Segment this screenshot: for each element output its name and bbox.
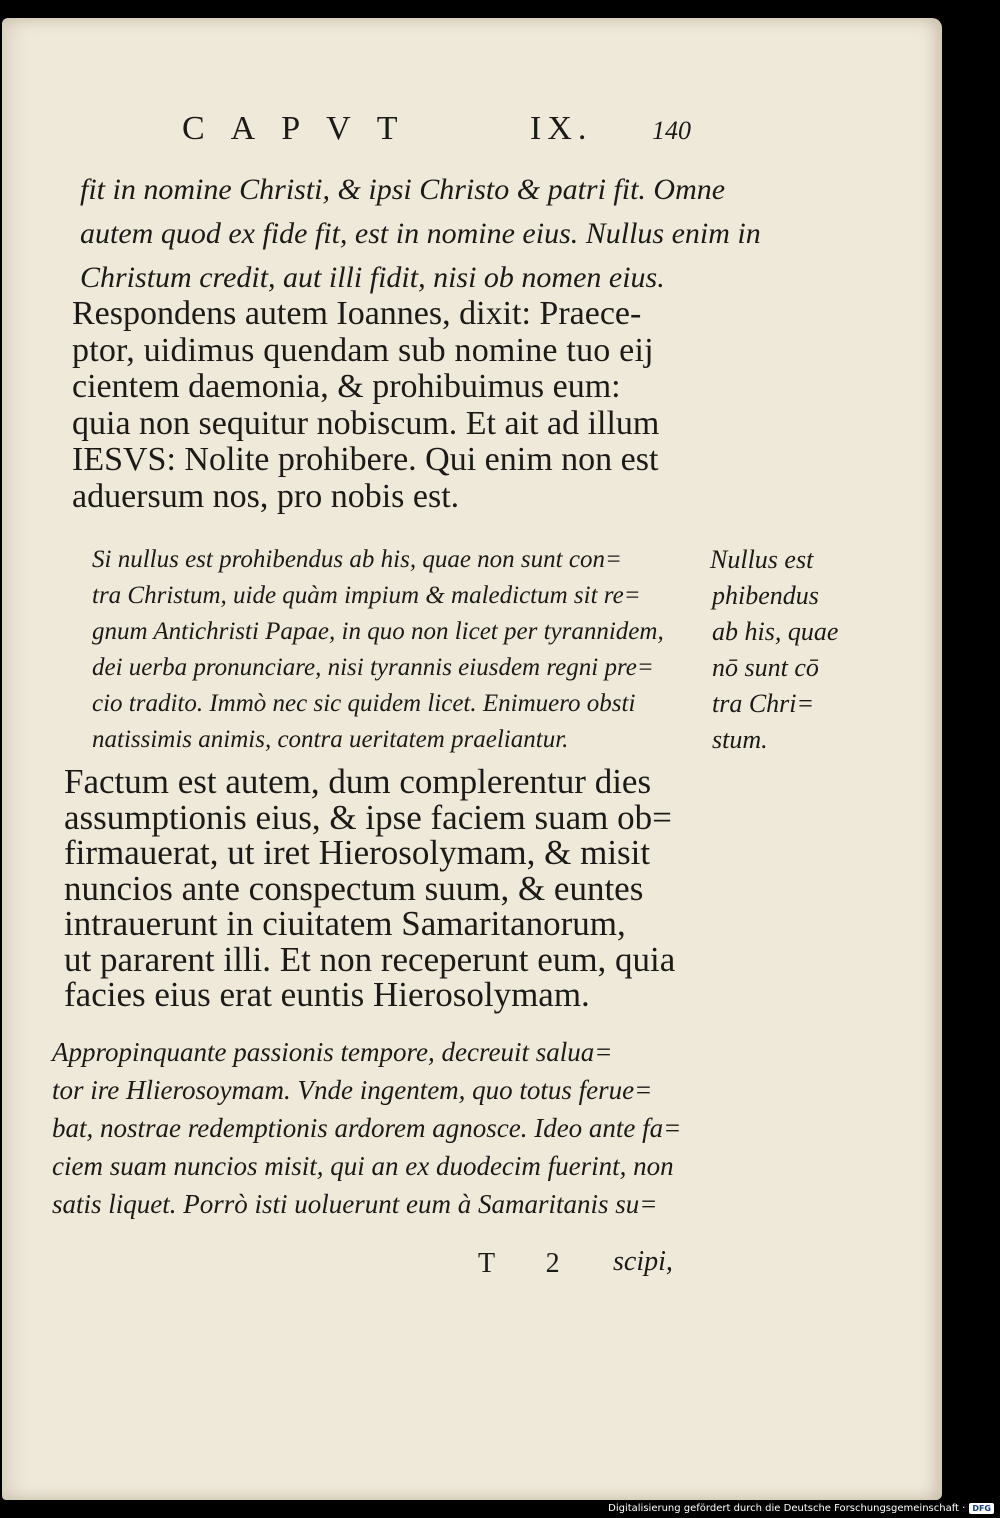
commentary-block-3 (52, 1033, 681, 1223)
page-footer-line (478, 1246, 673, 1280)
text-line: Si nullus est prohibendus ab his, quae non sunt con= (92, 546, 622, 573)
margin-note (710, 542, 838, 758)
page-number: 140 (652, 116, 691, 145)
scripture-block-2 (64, 764, 675, 1013)
scripture-block-1 (72, 296, 659, 515)
chapter-number: IX. (530, 110, 593, 147)
text-line: gnum Antichristi Papae, in quo non licet per tyrannidem, (92, 618, 664, 645)
catchword: scipi, (613, 1246, 673, 1277)
text-line: ut pararent illi. Et non receperunt eum, quia (64, 939, 676, 979)
text-line: Factum est autem, dum complerentur dies (64, 762, 652, 801)
margin-note-line: phibendus (712, 581, 819, 610)
text-line: quia non sequitur nobiscum. Et ait ad illum (72, 404, 660, 442)
text-line: intrauerunt in ciuitatem Samaritanorum, (64, 904, 626, 943)
text-line: facies eius erat euntis Hierosolymam. (64, 975, 590, 1014)
dfg-logo-icon: DFG (969, 1503, 994, 1514)
text-line: natissimis animis, contra ueritatem praeliantur. (92, 726, 569, 753)
text-line: satis liquet. Porrò isti uoluerunt eum à Samaritanis su= (52, 1189, 658, 1219)
text-line: fit in nomine Christi, & ipsi Christo & patri fit. Omne (80, 173, 726, 206)
text-line: ciem suam nuncios misit, qui an ex duodecim fuerint, non (52, 1151, 674, 1181)
text-line: cio tradito. Immò nec sic quidem licet. Enimuero obsti (92, 690, 636, 717)
signature-mark: T 2 (478, 1248, 582, 1279)
text-line: dei uerba pronunciare, nisi tyrannis eiusdem regni pre= (92, 654, 654, 681)
book-page (2, 18, 942, 1500)
text-line: cientem daemonia, & prohibuimus eum: (72, 368, 621, 405)
text-line: Respondens autem Ioannes, dixit: Praece- (72, 295, 642, 332)
text-line: Christum credit, aut illi fidit, nisi ob nomen eius. (80, 261, 665, 294)
text-line: assumptionis eius, & ipse faciem suam ob= (64, 797, 672, 837)
text-line: Appropinquante passionis tempore, decreuit salua= (52, 1037, 613, 1067)
text-line: bat, nostrae redemptionis ardorem agnosce. Ideo ante fa= (52, 1113, 682, 1143)
commentary-block-2 (92, 542, 664, 758)
text-line: aduersum nos, pro nobis est. (72, 477, 460, 515)
text-line: tra Christum, uide quàm impium & maledictum sit re= (92, 582, 641, 609)
text-line: nuncios ante conspectum suum, & euntes (64, 868, 644, 908)
text-line: firmauerat, ut iret Hierosolymam, & misit (64, 833, 651, 872)
margin-note-line: ab his, quae (712, 617, 839, 646)
margin-note-line: nō sunt cō (712, 653, 819, 682)
text-line: autem quod ex fide fit, est in nomine eius. Nullus enim in (80, 217, 761, 250)
digitization-credit (608, 1500, 994, 1516)
page-header (182, 110, 742, 150)
margin-note-line: tra Chri= (712, 689, 815, 718)
text-line: tor ire Hlierosoymam. Vnde ingentem, quo totus ferue= (52, 1075, 653, 1105)
margin-note-line: Nullus est (710, 545, 814, 574)
running-title: CAPVT (182, 110, 424, 147)
margin-note-line: stum. (712, 725, 768, 754)
text-line: ptor, uidimus quendam sub nomine tuo eij (72, 331, 654, 369)
text-line: IESVS: Nolite prohibere. Qui enim non est (72, 441, 659, 478)
commentary-block-1 (80, 168, 761, 300)
credit-text: Digitalisierung gefördert durch die Deutsche Forschungsgemeinschaft · (608, 1502, 966, 1514)
